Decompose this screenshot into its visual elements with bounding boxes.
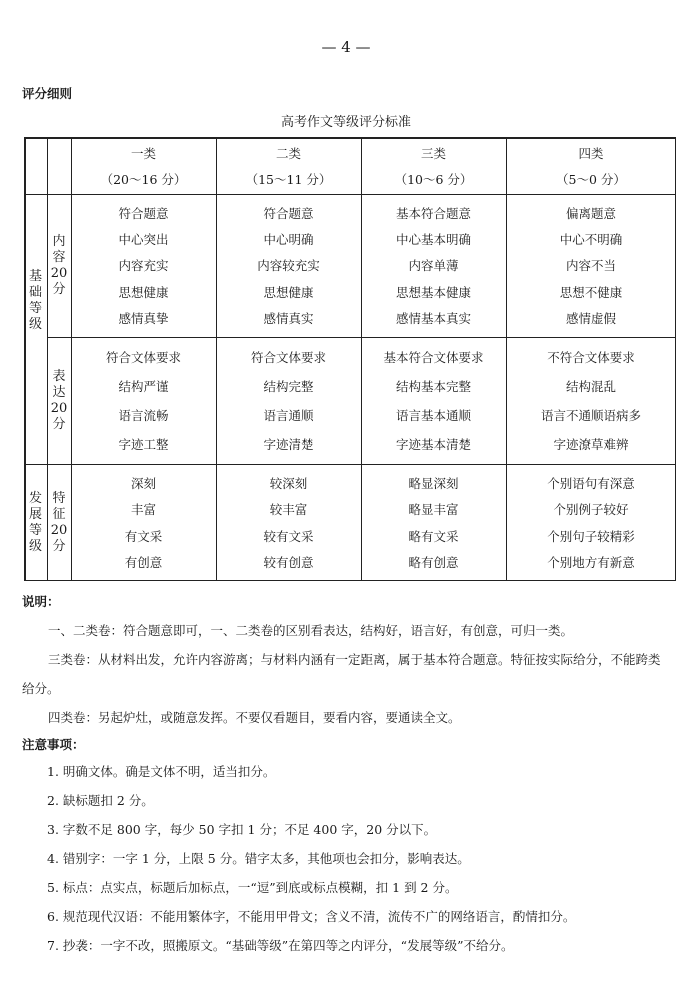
table-grid-line	[24, 464, 676, 465]
group-label-development: 发 展 等 级	[28, 490, 42, 554]
criterion: 基本符合题意	[395, 206, 471, 222]
rubric-cell	[506, 470, 676, 575]
criterion: 语言通顺	[263, 407, 314, 423]
note-item: 1. 明确文体。确是文体不明，适当扣分。	[47, 764, 276, 779]
rubric-cell	[361, 343, 506, 458]
group-label-basic: 基 础 等 级	[28, 268, 42, 332]
criterion: 思想基本健康	[395, 284, 471, 300]
note-item: 7. 抄袭：一字不改，照搬原文。“基础等级”在第四等之内评分，“发展等级”不给分。	[47, 938, 514, 953]
rubric-table	[24, 137, 676, 581]
column-name: 二类	[275, 146, 301, 161]
criterion: 思想健康	[263, 284, 314, 300]
table-grid-line	[47, 337, 676, 338]
explanation-paragraph: 四类卷：另起炉灶，或随意发挥。不要仅看题目，要看内容，要通读全文。	[48, 710, 461, 725]
criterion: 结构完整	[263, 379, 314, 395]
explanation-paragraph: 一、二类卷：符合题意即可，一、二类卷的区别看表达，结构好，语言好，有创意，可归一类。	[48, 623, 574, 638]
criterion: 中心突出	[118, 232, 169, 248]
rubric-cell	[71, 200, 216, 331]
criterion: 基本符合文体要求	[383, 350, 484, 366]
rubric-cell	[71, 343, 216, 458]
criterion: 有文采	[124, 528, 163, 544]
criterion: 感情虚假	[565, 310, 616, 326]
note-item: 5. 标点：点实点，标题后加标点，一“逗”到底或标点模糊，扣 1 到 2 分。	[47, 880, 458, 895]
criterion: 较丰富	[269, 502, 308, 518]
criterion: 深刻	[130, 476, 156, 492]
table-title: 高考作文等级评分标准	[280, 115, 411, 130]
criterion: 偏离题意	[565, 206, 616, 222]
explanation-paragraph: 三类卷：从材料出发，允许内容游离；与材料内涵有一定距离，属于基本符合题意。特征按实际给分，不能跨类给分。	[22, 652, 661, 696]
explanation-heading: 说明：	[22, 594, 60, 609]
column-header	[71, 141, 216, 193]
rubric-cell	[216, 470, 361, 575]
criterion: 思想健康	[118, 284, 169, 300]
rubric-cell	[506, 343, 676, 458]
criterion: 字迹工整	[118, 436, 169, 452]
criterion: 符合题意	[263, 206, 314, 222]
criterion: 内容充实	[118, 258, 169, 274]
criterion: 个别语句有深意	[547, 476, 635, 492]
note-item: 6. 规范现代汉语：不能用繁体字，不能用甲骨文；含义不清，流传不广的网络语言，酌情扣分。	[47, 909, 576, 924]
criterion: 个别地方有新意	[547, 554, 635, 570]
criterion: 内容不当	[565, 258, 616, 274]
criterion: 符合题意	[118, 206, 169, 222]
criterion: 感情真挚	[118, 310, 169, 326]
column-name: 一类	[130, 146, 156, 161]
criterion: 语言流畅	[118, 407, 169, 423]
criterion: 有创意	[124, 554, 163, 570]
section-title: 评分细则	[22, 86, 73, 101]
criterion: 感情基本真实	[395, 310, 471, 326]
criterion: 结构严谨	[118, 379, 169, 395]
rubric-cell	[361, 470, 506, 575]
column-name: 三类	[420, 146, 446, 161]
criterion: 略有文采	[408, 528, 459, 544]
criterion: 字迹基本清楚	[395, 436, 471, 452]
criterion: 中心基本明确	[395, 232, 471, 248]
criterion: 个别例子较好	[553, 502, 629, 518]
rubric-cell	[361, 200, 506, 331]
criterion: 内容单薄	[408, 258, 459, 274]
notes-heading: 注意事项：	[22, 737, 85, 752]
column-score-range: （10～6 分）	[394, 172, 473, 187]
criterion: 不符合文体要求	[547, 350, 635, 366]
criterion: 语言基本通顺	[395, 407, 471, 423]
note-item: 3. 字数不足 800 字，每少 50 字扣 1 分；不足 400 字，20 分以下。	[47, 822, 437, 837]
criterion: 语言不通顺语病多	[540, 407, 641, 423]
column-header	[216, 141, 361, 193]
column-score-range: （20～16 分）	[100, 172, 187, 187]
criterion: 丰富	[130, 502, 156, 518]
criterion: 符合文体要求	[250, 350, 326, 366]
criterion: 内容较充实	[257, 258, 320, 274]
column-header	[361, 141, 506, 193]
table-border	[24, 137, 676, 139]
table-grid-line	[24, 194, 676, 195]
criterion: 字迹清楚	[263, 436, 314, 452]
criterion: 字迹潦草难辨	[553, 436, 629, 452]
criterion: 较有文采	[263, 528, 314, 544]
rubric-cell	[216, 200, 361, 331]
criterion: 符合文体要求	[105, 350, 181, 366]
rubric-cell	[71, 470, 216, 575]
page-number: — 4 —	[321, 38, 371, 56]
row-label: 表 达 20 分	[50, 368, 68, 432]
note-item: 4. 错别字：一字 1 分，上限 5 分。错字太多，其他项也会扣分，影响表达。	[47, 851, 470, 866]
criterion: 略有创意	[408, 554, 459, 570]
criterion: 结构混乱	[565, 379, 616, 395]
criterion: 较有创意	[263, 554, 314, 570]
criterion: 结构基本完整	[395, 379, 471, 395]
rubric-cell	[216, 343, 361, 458]
criterion: 略显深刻	[408, 476, 459, 492]
table-border	[24, 580, 676, 582]
criterion: 中心明确	[263, 232, 314, 248]
column-score-range: （5～0 分）	[556, 172, 626, 187]
criterion: 较深刻	[269, 476, 308, 492]
row-label: 特 征 20 分	[50, 490, 68, 554]
criterion: 思想不健康	[559, 284, 623, 300]
note-item: 2. 缺标题扣 2 分。	[47, 793, 154, 808]
criterion: 略显丰富	[408, 502, 459, 518]
criterion: 感情真实	[263, 310, 314, 326]
rubric-cell	[506, 200, 676, 331]
column-name: 四类	[578, 146, 604, 161]
column-score-range: （15～11 分）	[245, 172, 332, 187]
column-header	[506, 141, 676, 193]
criterion: 个别句子较精彩	[547, 528, 635, 544]
row-label: 内 容 20 分	[50, 233, 68, 297]
criterion: 中心不明确	[559, 232, 623, 248]
